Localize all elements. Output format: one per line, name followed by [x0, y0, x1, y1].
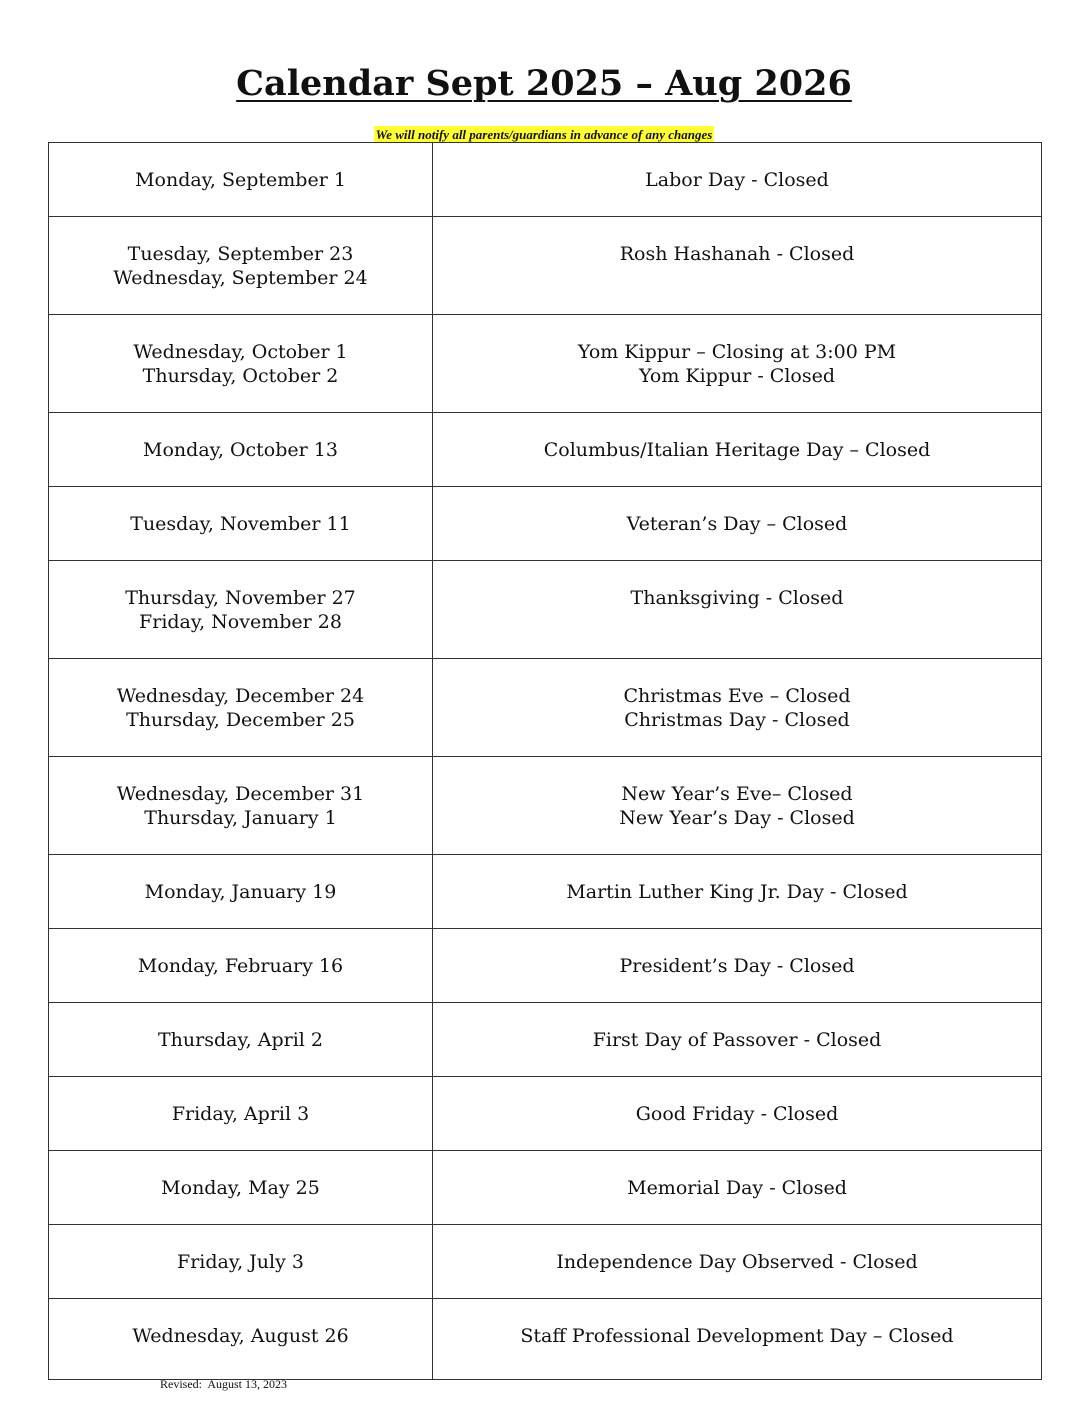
event-text: Good Friday - Closed: [635, 1103, 839, 1125]
event-cell: [433, 1077, 1042, 1151]
event-cell: [433, 757, 1042, 855]
date-text: Thursday, November 27: [125, 587, 356, 609]
event-cell: [433, 315, 1042, 413]
date-cell: [49, 315, 433, 413]
event-text: Labor Day - Closed: [645, 169, 829, 191]
event-text: Columbus/Italian Heritage Day – Closed: [543, 439, 931, 461]
event-cell: [433, 659, 1042, 757]
event-cell: [433, 929, 1042, 1003]
event-text: Veteran’s Day – Closed: [626, 513, 848, 535]
date-text: Monday, May 25: [161, 1177, 320, 1199]
table-row: [49, 757, 1042, 855]
event-cell: [433, 143, 1042, 217]
date-text: Wednesday, December 24: [116, 685, 365, 707]
date-text: Tuesday, November 11: [130, 513, 351, 535]
date-text: Friday, July 3: [177, 1251, 304, 1273]
holiday-table: [48, 142, 1042, 1380]
date-cell: [49, 143, 433, 217]
date-text: Wednesday, December 31: [116, 783, 365, 805]
table-row: [49, 929, 1042, 1003]
table-row: [49, 315, 1042, 413]
table-row: [49, 659, 1042, 757]
date-cell: [49, 1003, 433, 1077]
event-cell: [433, 561, 1042, 659]
event-text: First Day of Passover - Closed: [592, 1029, 882, 1051]
date-cell: [49, 757, 433, 855]
event-text: Memorial Day - Closed: [627, 1177, 847, 1199]
event-text: New Year’s Eve– Closed: [621, 783, 853, 805]
date-cell: [49, 855, 433, 929]
event-cell: [433, 1003, 1042, 1077]
event-text: Thanksgiving - Closed: [630, 587, 844, 609]
date-text: Monday, October 13: [143, 439, 338, 461]
event-cell: [433, 487, 1042, 561]
date-cell: [49, 659, 433, 757]
event-text: New Year’s Day - Closed: [619, 807, 855, 829]
date-cell: [49, 1077, 433, 1151]
date-text: Wednesday, August 26: [132, 1325, 349, 1347]
event-cell: [433, 413, 1042, 487]
date-cell: [49, 1225, 433, 1299]
event-cell: [433, 1225, 1042, 1299]
date-text: Tuesday, September 23: [127, 243, 354, 265]
notice-container: [0, 124, 1088, 143]
date-cell: [49, 1151, 433, 1225]
event-text: Independence Day Observed - Closed: [556, 1251, 918, 1273]
revised-date: Revised: August 13, 2023: [160, 1377, 288, 1391]
table-row: [49, 217, 1042, 315]
date-text: Thursday, January 1: [144, 807, 337, 829]
event-cell: [433, 1299, 1042, 1380]
table-row: [49, 1151, 1042, 1225]
date-text: Wednesday, September 24: [113, 267, 368, 289]
date-cell: [49, 1299, 433, 1380]
event-text: Yom Kippur - Closed: [638, 365, 835, 387]
date-cell: [49, 487, 433, 561]
date-text: Thursday, April 2: [157, 1029, 323, 1051]
event-text: Christmas Day - Closed: [624, 709, 850, 731]
page-title: Calendar Sept 2025 – Aug 2026: [236, 63, 852, 104]
event-cell: [433, 855, 1042, 929]
table-row: [49, 487, 1042, 561]
date-text: Monday, February 16: [137, 955, 344, 977]
table-row: [49, 1077, 1042, 1151]
date-cell: [49, 929, 433, 1003]
event-text: Yom Kippur – Closing at 3:00 PM: [577, 341, 897, 363]
table-row: [49, 561, 1042, 659]
date-text: Monday, September 1: [135, 169, 346, 191]
date-cell: [49, 561, 433, 659]
date-cell: [49, 217, 433, 315]
date-cell: [49, 413, 433, 487]
date-text: Thursday, October 2: [142, 365, 339, 387]
event-text: President’s Day - Closed: [619, 955, 855, 977]
table-row: [49, 413, 1042, 487]
date-text: Wednesday, October 1: [133, 341, 348, 363]
table-row: [49, 855, 1042, 929]
date-text: Thursday, December 25: [126, 709, 355, 731]
event-text: Christmas Eve – Closed: [623, 685, 851, 707]
event-text: Rosh Hashanah - Closed: [619, 243, 855, 265]
table-row: [49, 143, 1042, 217]
table-row: [49, 1299, 1042, 1380]
event-text: Martin Luther King Jr. Day - Closed: [566, 881, 908, 903]
event-cell: [433, 217, 1042, 315]
notice-banner: We will notify all parents/guardians in advance of any changes: [375, 127, 713, 142]
table-row: [49, 1003, 1042, 1077]
table-row: [49, 1225, 1042, 1299]
date-text: Friday, November 28: [139, 611, 342, 633]
date-text: Monday, January 19: [144, 881, 337, 903]
date-text: Friday, April 3: [171, 1103, 310, 1125]
event-text: Staff Professional Development Day – Closed: [520, 1325, 954, 1347]
event-cell: [433, 1151, 1042, 1225]
